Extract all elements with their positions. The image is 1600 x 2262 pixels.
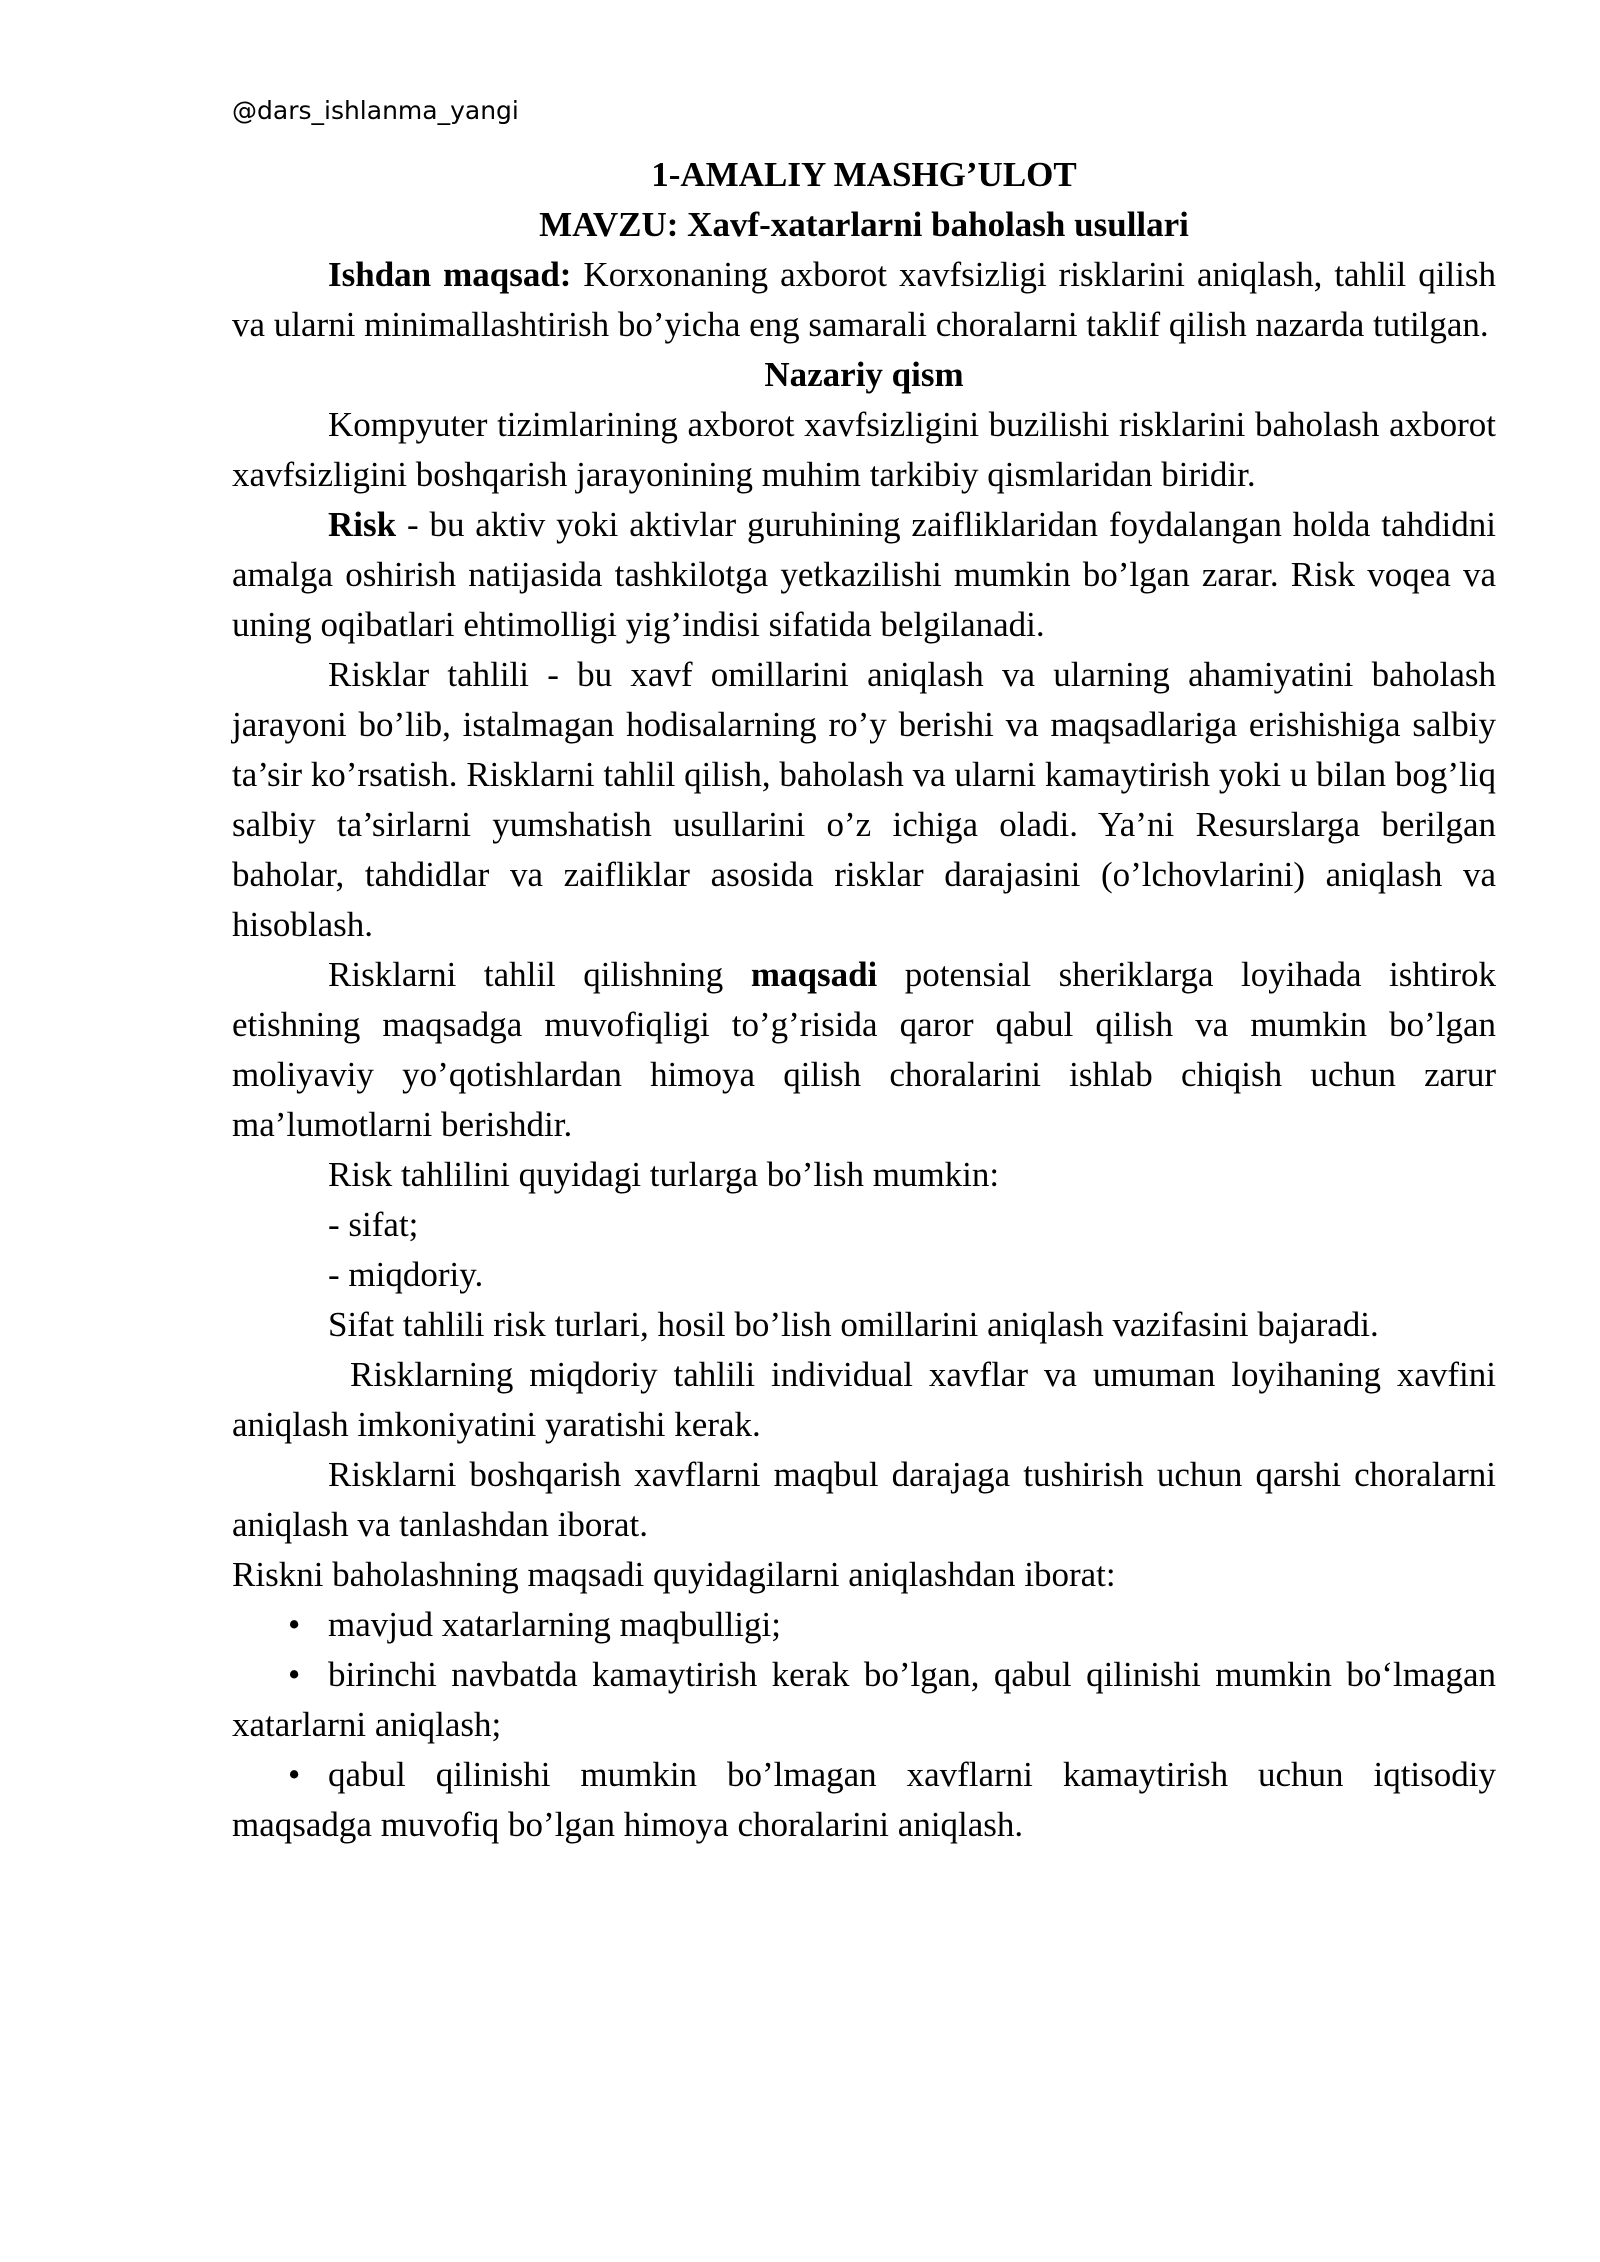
- analysis-goal-after: potensial sheriklarga loyihada ishtirok etishning maqsadga muvofiqligi to’g’risida qaror qabul qilish va mumkin bo’lgan moliyaviy yo’qotishlardan himoya qilish choralarini ishlab chiqish uchun zarur ma’lumotlarni berishdir.: [232, 955, 1496, 1144]
- paragraph-quantitative: Risklarning miqdoriy tahlili individual xavflar va umuman loyihaning xavfini aniqlash imkoniyatini yaratishi kerak.: [232, 1355, 1496, 1444]
- section-title: Nazariy qism: [764, 355, 964, 394]
- paragraph-qualitative: Sifat tahlili risk turlari, hosil bo’lish omillarini aniqlash vazifasini bajaradi.: [328, 1305, 1379, 1344]
- paragraph-types-intro: Risk tahlilini quyidagi turlarga bo’lish mumkin:: [328, 1155, 1000, 1194]
- list-item-text: mavjud xatarlarning maqbulligi;: [328, 1605, 781, 1644]
- watermark: @dars_ishlanma_yangi: [232, 96, 519, 125]
- bullet-icon: •: [288, 1605, 301, 1644]
- risk-definition-text: - bu aktiv yoki aktivlar guruhining zaifliklaridan foydalangan holda tahdidni amalga oshirish natijasida tashkilotga yetkazilishi mumkin bo’lgan zarar. Risk voqea va uning oqibatlari ehtimolligi yig’indisi sifatida belgilanadi.: [232, 505, 1496, 644]
- paragraph-analysis-goal: [232, 950, 1496, 1150]
- list-item: [232, 1650, 1496, 1750]
- paragraph-risk-management: Risklarni boshqarish xavflarni maqbul darajaga tushirish uchun qarshi choralarni aniqlash va tanlashdan iborat.: [232, 1455, 1496, 1544]
- risk-term: Risk: [328, 505, 397, 544]
- goal-paragraph: [232, 250, 1496, 350]
- bullet-icon: •: [288, 1755, 301, 1794]
- paragraph-assessment-goal: Riskni baholashning maqsadi quyidagilarni aniqlashdan iborat:: [232, 1555, 1116, 1594]
- list-item: [232, 1750, 1496, 1850]
- paragraph-1: Kompyuter tizimlarining axborot xavfsizligini buzilishi risklarini baholash axborot xavfsizligini boshqarish jarayonining muhim tarkibiy qismlaridan biridir.: [232, 405, 1496, 494]
- list-item-text: birinchi navbatda kamaytirish kerak bo’lgan, qabul qilinishi mumkin bo‘lmagan xatarlarni aniqlash;: [232, 1655, 1496, 1744]
- list-item: [232, 1600, 1496, 1650]
- bullet-icon: •: [288, 1655, 301, 1694]
- document-subtitle: MAVZU: Xavf-xatarlarni baholash usullari: [539, 205, 1189, 244]
- document-body: [232, 150, 1496, 1850]
- type-item-quantitative: - miqdoriy.: [328, 1255, 484, 1294]
- type-item-qualitative: - sifat;: [328, 1205, 419, 1244]
- goal-text: Korxonaning axborot xavfsizligi risklarini aniqlash, tahlil qilish va ularni minimallashtirish bo’yicha eng samarali choralarni taklif qilish nazarda tutilgan.: [232, 255, 1497, 344]
- document-title: 1-AMALIY MASHG’ULOT: [651, 155, 1077, 194]
- analysis-goal-term: maqsadi: [750, 955, 878, 994]
- goal-label: Ishdan maqsad:: [328, 255, 572, 294]
- paragraph-risk-definition: [232, 500, 1496, 650]
- analysis-goal-before: Risklarni tahlil qilishning: [328, 955, 751, 994]
- paragraph-risk-analysis: Risklar tahlili - bu xavf omillarini aniqlash va ularning ahamiyatini baholash jarayoni bo’lib, istalmagan hodisalarning ro’y berishi va maqsadlariga erishishiga salbiy ta’sir ko’rsatish. Risklarni tahlil qilish, baholash va ularni kamaytirish yoki u bilan bog’liq salbiy ta’sirlarni yumshatish usullarini o’z ichiga oladi. Ya’ni Resurslarga berilgan baholar, tahdidlar va zaifliklar asosida risklar darajasini (o’lchovlarini) aniqlash va hisoblash.: [232, 655, 1496, 944]
- list-item-text: qabul qilinishi mumkin bo’lmagan xavflarni kamaytirish uchun iqtisodiy maqsadga muvofiq bo’lgan himoya choralarini aniqlash.: [232, 1755, 1496, 1844]
